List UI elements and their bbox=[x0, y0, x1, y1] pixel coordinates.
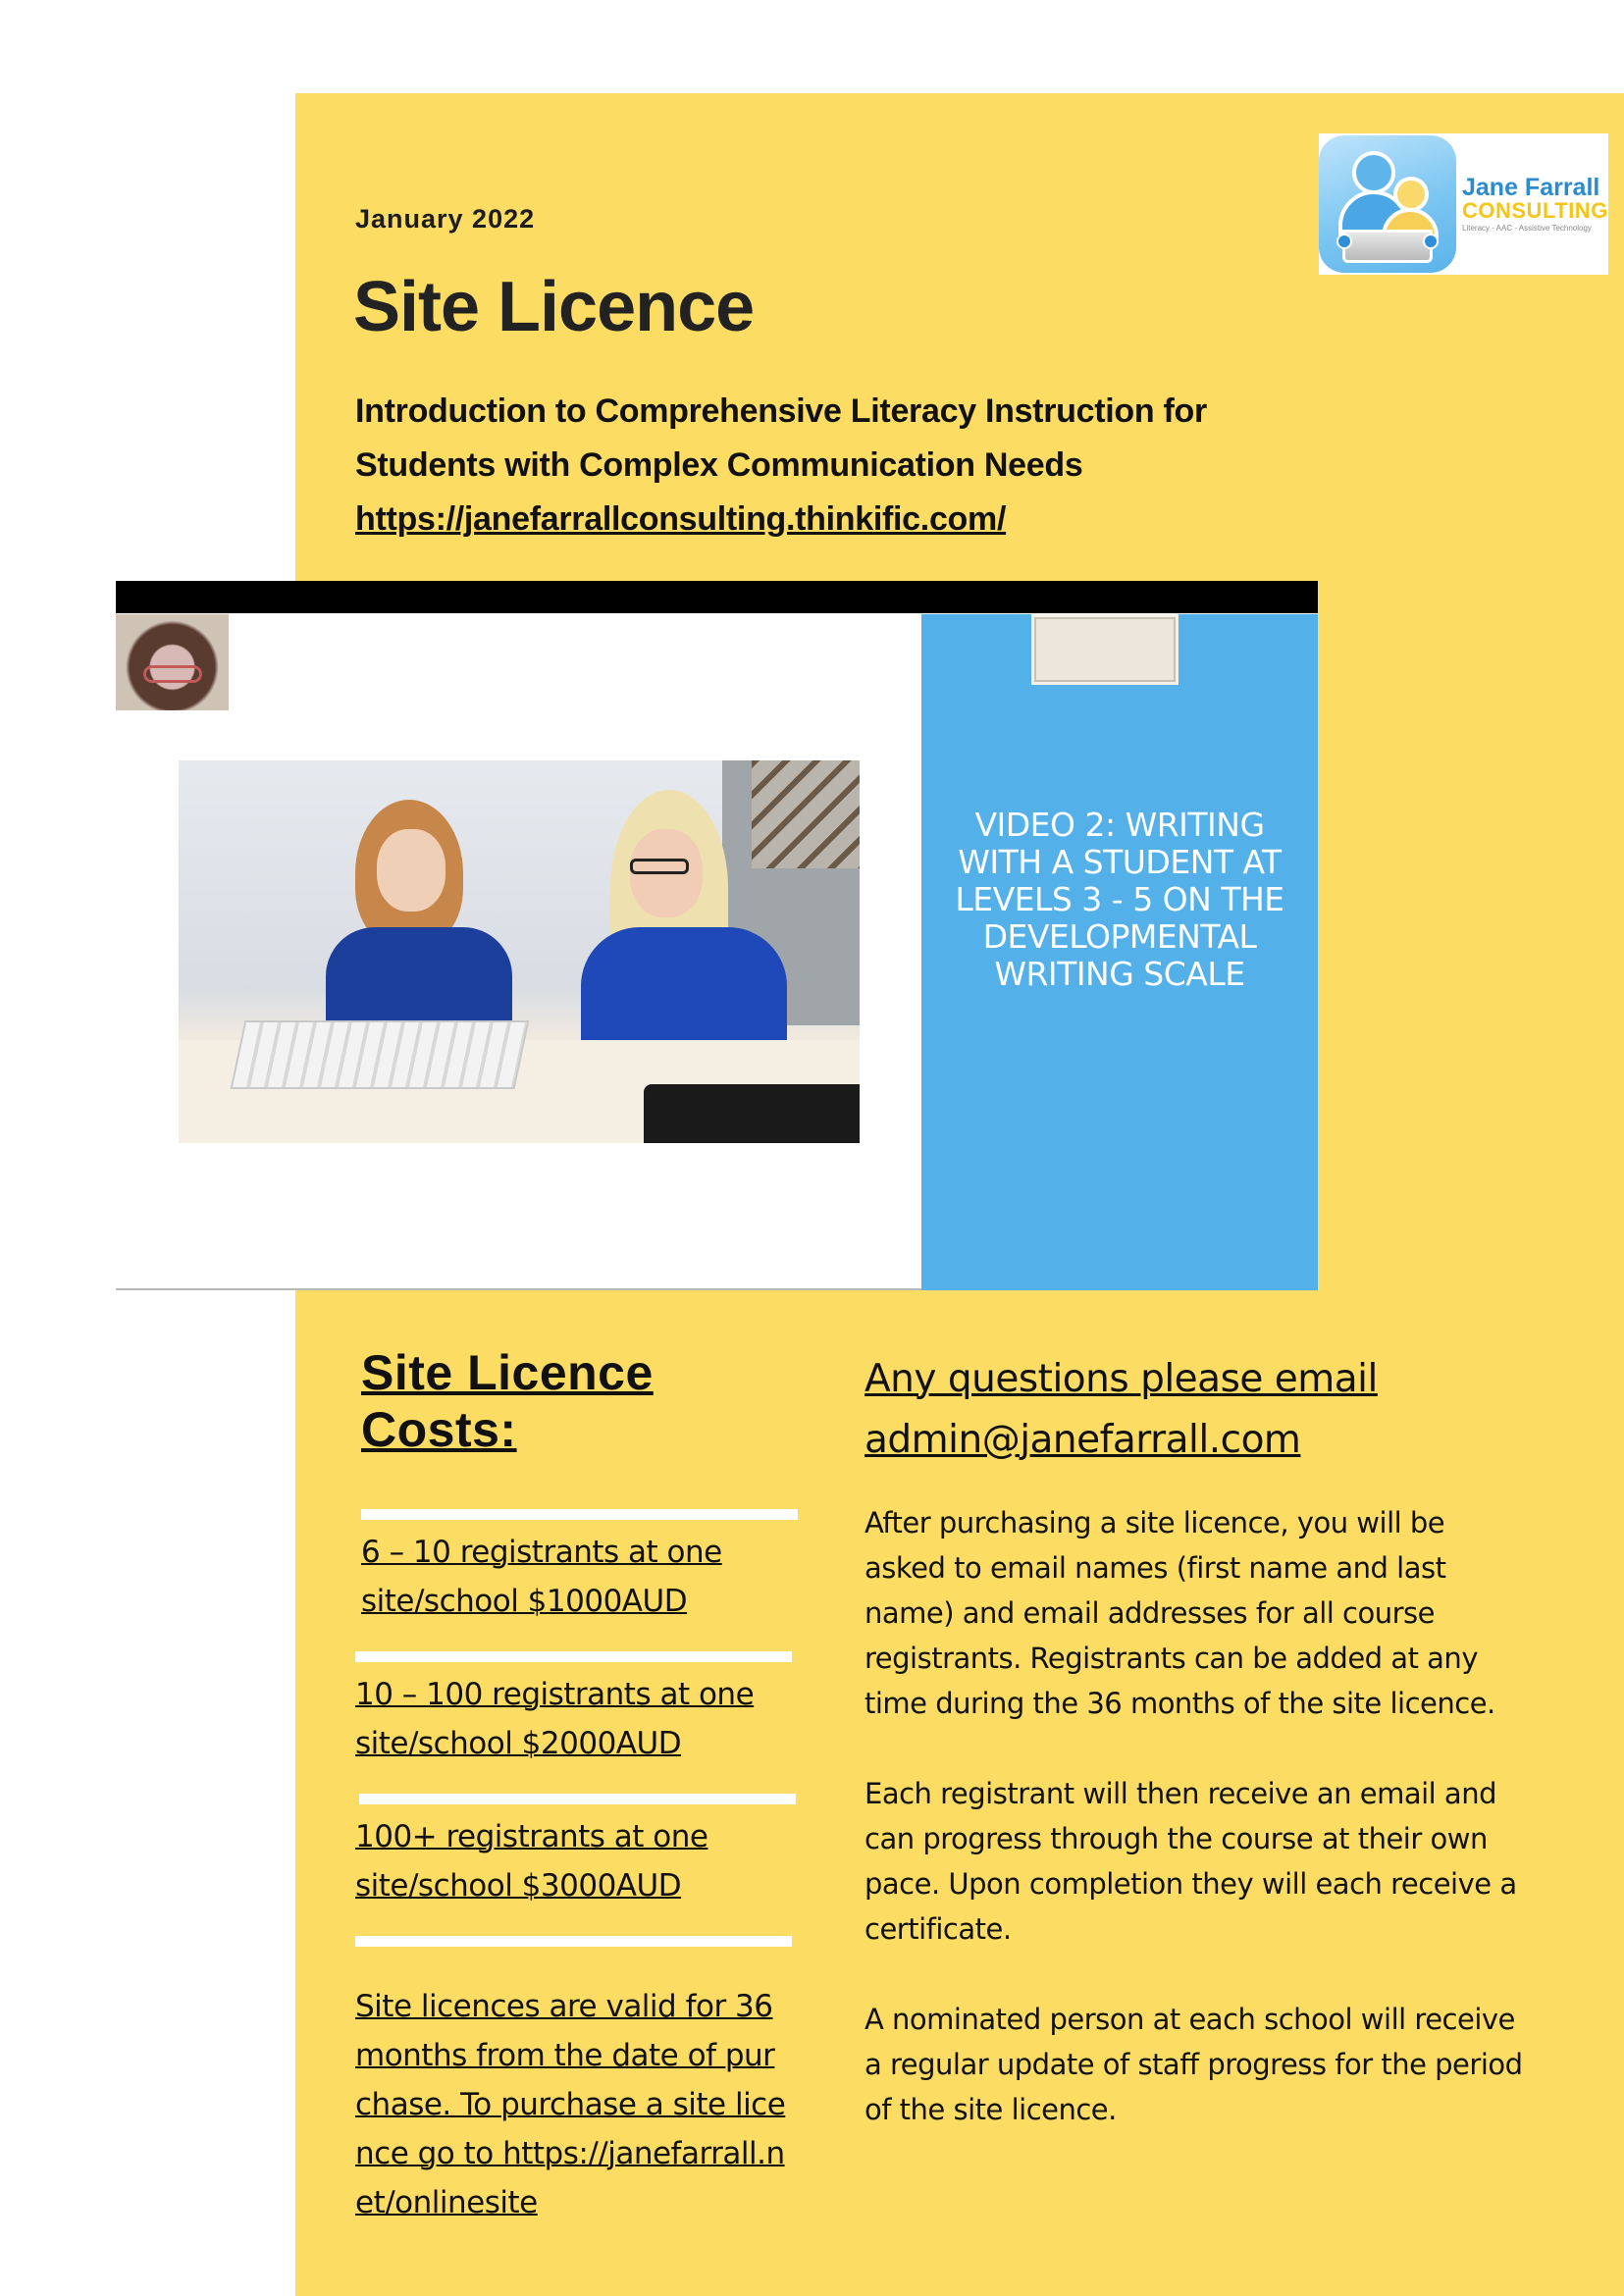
communication-book bbox=[231, 1020, 530, 1089]
course-title-line-2: Students with Complex Communication Needs bbox=[355, 446, 1083, 484]
info-paragraph: Each registrant will then receive an email and can progress through the course at their own pace. Upon completion they will each receive a certificate. bbox=[864, 1777, 1517, 1946]
tablet-device bbox=[644, 1084, 860, 1143]
cost-item: 10 – 100 registrants at one site/school $2000AUD bbox=[355, 1677, 755, 1761]
course-link[interactable]: https://janefarrallconsulting.thinkific.com/ bbox=[355, 500, 1007, 538]
logo-name: Jane Farrall bbox=[1462, 174, 1600, 201]
company-logo bbox=[1319, 133, 1608, 275]
costs-title: Site Licence Costs: bbox=[361, 1345, 654, 1457]
page-title: Site Licence bbox=[353, 268, 755, 346]
logo-tagline: Literacy - AAC - Assistive Technology bbox=[1462, 224, 1592, 233]
divider bbox=[355, 1936, 792, 1947]
divider bbox=[361, 1509, 798, 1520]
course-title-line-1: Introduction to Comprehensive Literacy Instruction for bbox=[355, 392, 1207, 430]
presenter-webcam-thumbnail bbox=[116, 614, 229, 710]
classroom-photo bbox=[179, 760, 860, 1143]
video-caption: VIDEO 2: WRITING WITH A STUDENT AT LEVELS 3 - 5 ON THE DEVELOPMENTAL WRITING SCALE bbox=[955, 806, 1284, 993]
purchase-link-text[interactable]: Site licences are valid for 36 months from the date of purchase. To purchase a site licence go to https://janefarrall.net/onlinesite bbox=[355, 1989, 786, 2220]
course-subtitle bbox=[355, 385, 1336, 547]
logo-subtitle: CONSULTING bbox=[1462, 198, 1608, 223]
cost-item: 6 – 10 registrants at one site/school $1000AUD bbox=[361, 1535, 722, 1619]
video-title-panel bbox=[921, 614, 1318, 1290]
video-screenshot bbox=[116, 581, 1318, 1290]
costs-section bbox=[355, 1344, 797, 2227]
cost-item: 100+ registrants at one site/school $3000AUD bbox=[355, 1819, 708, 1904]
info-section bbox=[864, 1349, 1532, 2132]
divider bbox=[355, 1651, 792, 1662]
info-paragraph: A nominated person at each school will receive a regular update of staff progress for the period of the site licence. bbox=[864, 2003, 1523, 2126]
two-people-reading-icon bbox=[1319, 135, 1456, 273]
video-top-bar bbox=[116, 581, 1318, 613]
video-card-placeholder bbox=[1031, 614, 1179, 685]
contact-email-link[interactable]: Any questions please email admin@janefarrall.com bbox=[864, 1357, 1378, 1462]
info-paragraph: After purchasing a site licence, you will be asked to email names (first name and last name) and email addresses for all course registrants. Registrants can be added at any time during the 36 months of the site licence. bbox=[864, 1506, 1495, 1720]
divider bbox=[359, 1794, 796, 1804]
issue-date: January 2022 bbox=[355, 204, 536, 234]
